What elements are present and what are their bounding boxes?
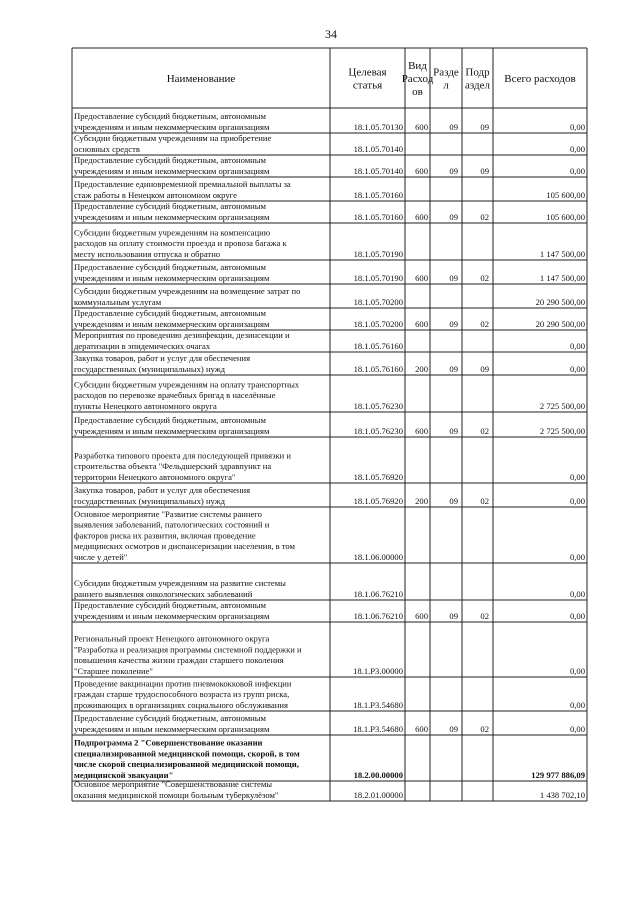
row-total: 2 725 500,00	[539, 426, 585, 436]
row-section: 09	[449, 611, 458, 621]
row-name: Субсидии бюджетным учреждениям на компенсацию	[74, 227, 271, 238]
row-name: Основное мероприятие "Совершенствование системы	[74, 779, 273, 790]
row-total: 20 290 500,00	[535, 319, 585, 329]
row-target-code: 18.1.05.76160	[353, 364, 403, 374]
row-name: учреждениям и иным некоммерческим организациям	[74, 122, 270, 132]
row-name: Закупка товаров, работ и услуг для обеспечения	[74, 353, 251, 364]
row-name: расходов по перевозке врачебных бригад в населённые	[74, 390, 276, 401]
row-target-code: 18.1.05.70140	[353, 166, 403, 176]
row-name: Предоставление субсидий бюджетным, автономным	[74, 262, 266, 273]
row-subsection: 09	[480, 166, 489, 176]
row-total: 20 290 500,00	[535, 297, 585, 307]
row-subsection: 09	[480, 122, 489, 132]
row-total: 0,00	[569, 144, 585, 154]
row-name: месту использования отпуска и обратно	[74, 249, 221, 259]
header-expense-type: ов	[412, 86, 423, 98]
header-total: Всего расходов	[504, 73, 576, 85]
row-total: 105 600,00	[546, 212, 585, 222]
row-name: Предоставление единовременной премиальной выплаты за	[74, 179, 291, 190]
row-name: "Старшее поколение"	[74, 666, 153, 676]
row-total: 0,00	[569, 166, 585, 176]
row-name: дератизации в эпидемических очагах	[74, 341, 211, 351]
row-total: 1 147 500,00	[539, 273, 585, 283]
row-name: Закупка товаров, работ и услуг для обеспечения	[74, 485, 251, 496]
row-section: 09	[449, 319, 458, 329]
row-name: территории Ненецкого автономного округа"	[74, 472, 236, 482]
row-section: 09	[449, 122, 458, 132]
row-name: Предоставление субсидий бюджетным, автономным	[74, 155, 266, 166]
row-total: 0,00	[569, 496, 585, 506]
row-name: учреждениям и иным некоммерческим организациям	[74, 611, 270, 621]
row-target-code: 18.2.00.00000	[353, 770, 403, 780]
row-subsection: 02	[480, 319, 489, 329]
row-name: повышения качества жизни граждан старшего поколения	[74, 655, 284, 666]
row-total: 0,00	[569, 122, 585, 132]
row-target-code: 18.1.06.76210	[353, 589, 403, 599]
row-target-code: 18.1.05.76160	[353, 341, 403, 351]
header-target: статья	[352, 79, 383, 92]
row-target-code: 18.1.05.70130	[353, 122, 403, 132]
row-target-code: 18.1.P3.54680	[353, 724, 403, 734]
row-target-code: 18.1.05.70160	[353, 190, 403, 200]
header-subsection: аздел	[465, 79, 490, 92]
row-expense-type: 600	[415, 212, 428, 222]
row-name: числе у детей"	[74, 552, 128, 562]
row-expense-type: 600	[415, 611, 428, 621]
row-name: расходов на оплату стоимости проезда и провоза багажа к	[74, 238, 287, 249]
row-expense-type: 600	[415, 724, 428, 734]
row-name: "Разработка и реализация программы системной поддержки и	[74, 644, 302, 655]
row-target-code: 18.1.05.76920	[353, 496, 403, 506]
row-subsection: 09	[480, 364, 489, 374]
row-expense-type: 600	[415, 166, 428, 176]
row-target-code: 18.1.05.76230	[353, 401, 403, 411]
row-name: Предоставление субсидий бюджетным, автономным	[74, 600, 266, 611]
row-name: раннего выявления онкологических заболеваний	[74, 589, 253, 599]
row-name: Разработка типового проекта для последующей привязки и	[74, 450, 291, 461]
row-target-code: 18.1.05.70140	[353, 144, 403, 154]
row-name: Предоставление субсидий бюджетным, автономным	[74, 415, 266, 426]
row-target-code: 18.1.05.70190	[353, 249, 403, 259]
row-expense-type: 600	[415, 273, 428, 283]
row-subsection: 02	[480, 724, 489, 734]
header-subsection: Подр	[465, 66, 490, 79]
row-section: 09	[449, 724, 458, 734]
row-section: 09	[449, 426, 458, 436]
header-expense-type: Вид	[408, 60, 427, 72]
row-name: пункты Ненецкого автономного округа	[74, 401, 217, 411]
row-name: учреждениям и иным некоммерческим организациям	[74, 273, 270, 283]
row-subsection: 02	[480, 212, 489, 222]
row-name: государственных (муниципальных) нужд	[74, 496, 226, 506]
row-target-code: 18.1.06.76210	[353, 611, 403, 621]
row-name: Мероприятия по проведению дезинфекции, дезинсекции и	[74, 330, 290, 341]
row-target-code: 18.1.05.76230	[353, 426, 403, 436]
row-name: Субсидии бюджетным учреждениям на развитие системы	[74, 578, 286, 589]
row-total: 0,00	[569, 472, 585, 482]
row-expense-type: 600	[415, 319, 428, 329]
row-name: Субсидии бюджетным учреждениям на оплату транспортных	[74, 379, 300, 390]
row-name: строительства объекта "Фельдшерский здравпункт на	[74, 461, 272, 472]
row-section: 09	[449, 273, 458, 283]
row-name: граждан старше трудоспособного возраста из групп риска,	[74, 689, 290, 700]
row-total: 0,00	[569, 552, 585, 562]
row-name: Основное мероприятие "Развитие системы раннего	[74, 508, 262, 519]
row-name: Субсидии бюджетным учреждениям на приобретение	[74, 133, 272, 144]
row-name: Предоставление субсидий бюджетным, автономным	[74, 713, 266, 724]
row-expense-type: 600	[415, 122, 428, 132]
row-name: факторов риска их развития, включая проведение	[74, 530, 256, 541]
row-name: коммунальным услугам	[74, 297, 162, 307]
row-name: учреждениям и иным некоммерческим организациям	[74, 319, 270, 329]
row-expense-type: 200	[415, 496, 428, 506]
row-name: стаж работы в Ненецком автономном округе	[74, 190, 237, 200]
row-name: Предоставление субсидий бюджетным, автономным	[74, 111, 266, 122]
row-total: 0,00	[569, 724, 585, 734]
row-name: Подпрограмма 2 "Совершенствование оказании	[74, 737, 263, 748]
row-target-code: 18.1.05.76920	[353, 472, 403, 482]
row-target-code: 18.1.P3.54680	[353, 700, 403, 710]
row-name: медицинской эвакуации"	[74, 770, 174, 780]
row-total: 2 725 500,00	[539, 401, 585, 411]
row-section: 09	[449, 496, 458, 506]
row-name: учреждениям и иным некоммерческим организациям	[74, 426, 270, 436]
row-name: Региональный проект Ненецкого автономного округа	[74, 633, 270, 644]
row-section: 09	[449, 212, 458, 222]
row-total: 0,00	[569, 364, 585, 374]
row-name: Предоставление субсидий бюджетным, автономным	[74, 308, 266, 319]
row-target-code: 18.1.05.70200	[353, 297, 403, 307]
row-total: 0,00	[569, 700, 585, 710]
row-name: оказания медицинской помощи больным туберкулёзом"	[74, 790, 279, 800]
row-target-code: 18.1.06.00000	[353, 552, 403, 562]
row-total: 1 147 500,00	[539, 249, 585, 259]
header-target: Целевая	[348, 66, 387, 79]
page-number: 34	[325, 27, 337, 41]
row-total: 1 438 702,10	[539, 790, 585, 800]
row-name: выявления заболеваний, патологических состояний и	[74, 519, 270, 530]
row-target-code: 18.1.P3.00000	[353, 666, 403, 676]
row-total: 0,00	[569, 666, 585, 676]
row-name: специализированной медицинской помощи, скорой, в том	[74, 748, 300, 759]
row-total: 0,00	[569, 611, 585, 621]
row-target-code: 18.1.05.70160	[353, 212, 403, 222]
row-subsection: 02	[480, 426, 489, 436]
row-subsection: 02	[480, 611, 489, 621]
row-total: 0,00	[569, 341, 585, 351]
row-name: учреждениям и иным некоммерческим организациям	[74, 212, 270, 222]
row-name: Проведение вакцинации против пневмококковой инфекции	[74, 678, 292, 689]
row-name: Субсидии бюджетным учреждениям на возмещение затрат по	[74, 286, 301, 297]
row-name: государственных (муниципальных) нужд	[74, 364, 226, 374]
row-subsection: 02	[480, 273, 489, 283]
row-name: проживающих в организациях социального обслуживания	[74, 700, 288, 710]
header-expense-type: Расход	[401, 73, 434, 85]
row-target-code: 18.2.01.00000	[353, 790, 403, 800]
row-expense-type: 200	[415, 364, 428, 374]
row-name: учреждениям и иным некоммерческим организациям	[74, 166, 270, 176]
row-target-code: 18.1.05.70200	[353, 319, 403, 329]
header-name: Наименование	[166, 73, 236, 85]
row-expense-type: 600	[415, 426, 428, 436]
header-section: Разде	[433, 66, 459, 79]
row-target-code: 18.1.05.70190	[353, 273, 403, 283]
row-total: 129 977 886,09	[531, 770, 585, 780]
row-name: учреждениям и иным некоммерческим организациям	[74, 724, 270, 734]
row-subsection: 02	[480, 496, 489, 506]
header-section: л	[443, 79, 449, 92]
row-total: 0,00	[569, 589, 585, 599]
row-name: числе скорой специализированной медицинской помощи,	[74, 759, 299, 770]
row-name: основных средств	[74, 144, 140, 154]
row-name: Предоставление субсидий бюджетным, автономным	[74, 201, 266, 212]
row-name: медицинских осмотров и диспансеризации населения, в том	[74, 541, 295, 552]
row-section: 09	[449, 166, 458, 176]
row-section: 09	[449, 364, 458, 374]
row-total: 105 600,00	[546, 190, 585, 200]
